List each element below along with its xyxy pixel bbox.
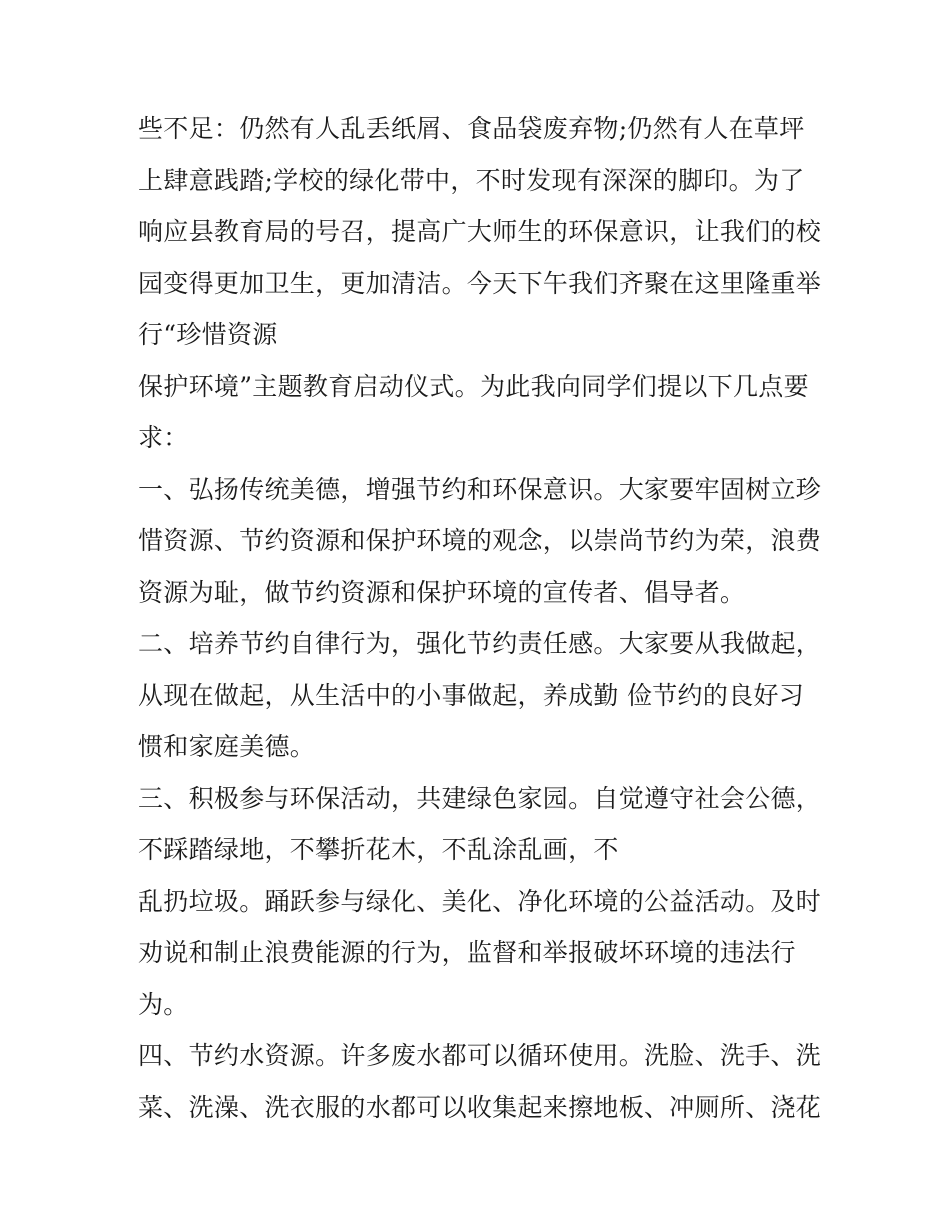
text-line: 二、培养节约自律行为，强化节约责任感。大家要从我做起， [138, 629, 822, 658]
text-line: 从现在做起，从生活中的小事做起，养成勤 俭节约的良好习 [138, 680, 805, 710]
text-line: 惯和家庭美德。 [138, 732, 316, 761]
text-line: 惜资源、节约资源和保护环境的观念，以崇尚节约为荣，浪费 [138, 526, 822, 555]
text-line: 保护环境”主题教育启动仪式。为此我向同学们提以下几点要 [138, 371, 809, 401]
text-line: 响应县教育局的号召，提高广大师生的环保意识，让我们的校 [138, 217, 822, 246]
text-line: 三、积极参与环保活动，共建绿色家园。自觉遵守社会公德， [138, 783, 822, 813]
text-line: 乱扔垃圾。踊跃参与绿化、美化、净化环境的公益活动。及时 [138, 886, 822, 916]
text-line: 劝说和制止浪费能源的行为，监督和举报破坏环境的违法行 [138, 938, 796, 967]
text-line: 为。 [138, 989, 189, 1019]
text-line: 四、节约水资源。许多废水都可以循环使用。洗脸、洗手、洗 [138, 1041, 822, 1070]
body-text [138, 103, 822, 1133]
text-line: 上肆意践踏;学校的绿化带中，不时发现有深深的脚印。为了 [138, 165, 805, 195]
text-line: 些不足：仍然有人乱丢纸屑、食品袋废弃物;仍然有人在草坪 [138, 114, 805, 143]
text-line: 行“珍惜资源 [138, 320, 278, 349]
text-line: 求： [138, 423, 189, 452]
text-line: 一、弘扬传统美德，增强节约和环保意识。大家要牢固树立珍 [138, 474, 822, 504]
text-line: 园变得更加卫生，更加清洁。今天下午我们齐聚在这里隆重举 [138, 268, 822, 298]
text-line: 菜、洗澡、洗衣服的水都可以收集起来擦地板、冲厕所、浇花 [138, 1092, 822, 1122]
text-line: 资源为耻，做节约资源和保护环境的宣传者、倡导者。 [138, 577, 746, 607]
text-line: 不踩踏绿地，不攀折花木，不乱涂乱画，不 [138, 835, 619, 864]
